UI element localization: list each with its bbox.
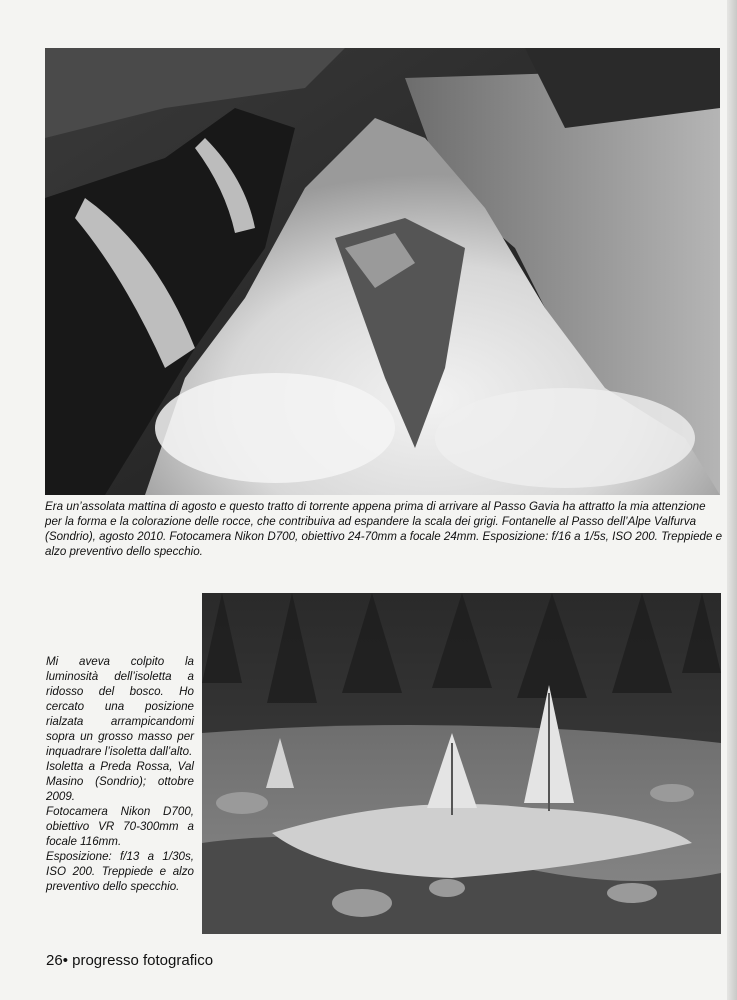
page-footer — [46, 952, 213, 969]
page-number: 26 — [46, 952, 63, 969]
caption-exposure: Esposizione: f/13 a 1/30s, ISO 200. Treppiede e alzo preventivo dello specchio. — [46, 850, 194, 893]
magazine-name: progresso fotografico — [67, 952, 214, 969]
waterfall-image — [45, 48, 720, 495]
footer-bullet: • — [62, 952, 68, 969]
caption-camera: Fotocamera Nikon D700, obiettivo VR 70-300mm a focale 116mm. — [46, 805, 194, 848]
island-photo — [202, 593, 721, 934]
waterfall-photo — [45, 48, 720, 495]
top-photo-caption: Era un’assolata mattina di agosto e questo tratto di torrente appena prima di arrivare al Passo Gavia ha attratto la mia attenzione per la forma e la colorazione delle rocce, che contribuiva ad espandere la scala dei grigi. Fontanelle al Passo dell’Alpe Valfurva (Sondrio), agosto 2010. Fotocamera Nikon D700, obiettivo 24-70mm a focale 24mm. Esposizione: f/16 a 1/5s, ISO 200. Treppiede e alzo preventivo dello specchio. — [45, 500, 723, 558]
caption-location: Isoletta a Preda Rossa, Val Masino (Sondrio); ottobre 2009. — [46, 760, 194, 803]
island-image — [202, 593, 721, 934]
caption-paragraph: Mi aveva colpito la luminosità dell’isoletta a ridosso del bosco. Ho cercato una posizione rialzata arrampicandomi sopra un grosso masso per inquadrare l’isoletta dall’alto. — [46, 655, 194, 758]
side-photo-caption — [46, 654, 194, 894]
page-edge — [727, 0, 737, 1000]
